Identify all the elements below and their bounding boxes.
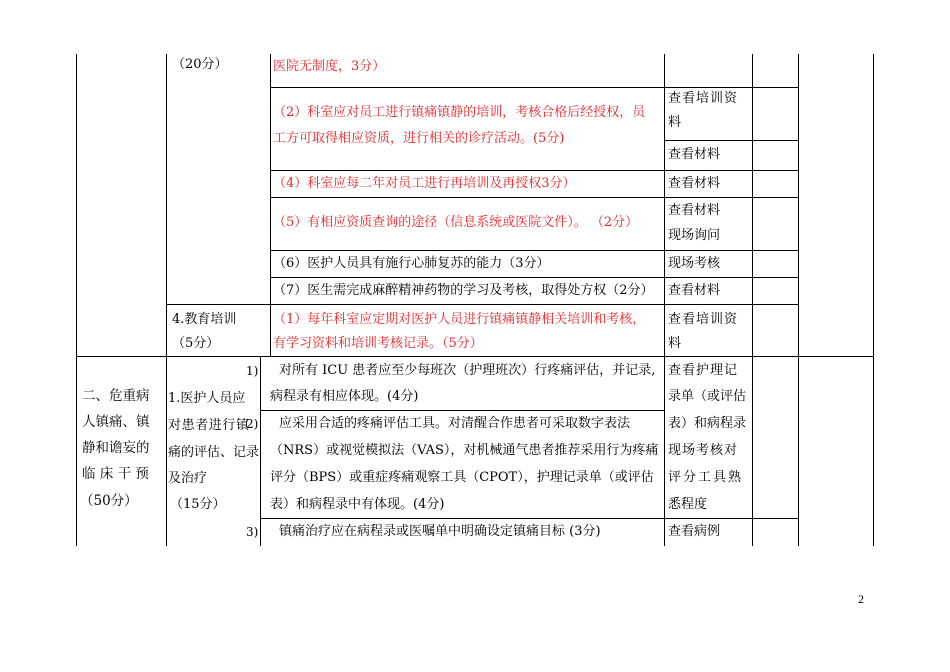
item-score: （5分） (172, 336, 220, 351)
col-rule (798, 54, 799, 546)
section-title: 人镇痛、镇 (82, 414, 150, 430)
check-method: 查看培训资 (668, 312, 739, 327)
item-title: 及治疗 (168, 471, 208, 486)
criterion-text: （6）医护人员具有施行心肺复苏的能力（3分） (273, 256, 550, 271)
check-method: 表）和病程录 (668, 416, 747, 431)
row-rule (664, 140, 798, 141)
col-rule (76, 54, 77, 546)
col-rule (873, 54, 874, 546)
criterion-text: 评分（BPS）或重症疼痛观察工具（CPOT），护理记录单（或评估 (270, 470, 654, 485)
check-method: 悉程度 (668, 497, 708, 512)
criterion-marker: 3) (246, 525, 259, 539)
criterion-text: 有学习资料和培训考核记录。（5分） (273, 336, 483, 351)
item-score: （15分） (170, 497, 226, 512)
check-method: 查看材料 (668, 176, 721, 191)
section-rule (76, 356, 873, 357)
col-rule (664, 54, 665, 546)
criterion-text: 表）和病程录中有体现。(4分) (270, 497, 445, 512)
item-title: 痛的评估、记录 (168, 445, 260, 460)
criterion-text: （1）每年科室应定期对医护人员进行镇痛镇静相关培训和考核， (273, 312, 646, 327)
criterion-text: （2）科室应对员工进行镇痛镇静的培训，考核合格后经授权，员 (273, 105, 646, 120)
check-method: 录单（或评估 (668, 389, 747, 404)
criterion-text: 对所有 ICU 患者应至少每班次（护理班次）行疼痛评估，并记录, (279, 363, 656, 378)
item-title: 1.医护人员应 (168, 391, 246, 406)
item-title: 对患者进行镇 (168, 418, 250, 433)
check-method: 查看材料 (668, 203, 721, 218)
col-rule (270, 54, 271, 356)
check-method: 查看病例 (668, 524, 721, 539)
check-method: 现场考核对 (668, 443, 739, 458)
col-rule (260, 356, 261, 546)
page-number: 2 (858, 592, 864, 606)
criterion-text: （7）医生需完成麻醉精神药物的学习及考核，取得处方权（2分） (273, 283, 654, 298)
row-rule (270, 250, 798, 251)
check-method: 现场询问 (668, 228, 721, 243)
row-rule (270, 170, 798, 171)
row-rule (260, 518, 798, 519)
check-method: 现场考核 (668, 256, 721, 271)
criterion-marker: 1) (246, 364, 259, 378)
row-rule (270, 277, 798, 278)
criterion-text: 工方可取得相应资质，进行相关的诊疗活动。(5分) (273, 131, 565, 146)
criterion-text: 病程录有相应体现。(4分) (270, 389, 419, 404)
criterion-text: 应采用合适的疼痛评估工具。对清醒合作患者可采取数字表法 (279, 416, 631, 431)
check-method: 查看材料 (668, 147, 721, 162)
section-title: 二、危重病 (82, 388, 150, 404)
row-rule (260, 410, 664, 411)
check-method: 查看培训资 (668, 91, 739, 106)
item-title: 4.教育培训 (172, 312, 237, 327)
section-title: 静和谵妄的 (82, 440, 150, 456)
check-method: 查看护理记 (668, 363, 739, 378)
criterion-text: （5）有相应资质查询的途径（信息系统或医院文件）。 （2分） (273, 215, 639, 230)
criterion-text: 医院无制度，3分） (273, 59, 386, 74)
check-method: 查看材料 (668, 283, 721, 298)
check-method: 评分工具熟 (668, 470, 744, 485)
row-rule (270, 87, 798, 88)
criterion-text: 镇痛治疗应在病程录或医嘱单中明确设定镇痛目标 (3分) (279, 524, 601, 539)
criterion-text: （4）科室应每二年对员工进行再培训及再授权3分） (273, 176, 576, 191)
check-method: 料 (668, 336, 682, 351)
criterion-marker: 2) (246, 417, 259, 431)
col-rule (166, 54, 167, 546)
section-title: 临 床 干 预 (82, 466, 149, 482)
col-rule (752, 54, 753, 546)
row-rule (270, 197, 798, 198)
row-rule (166, 304, 798, 305)
check-method: 料 (668, 115, 682, 130)
section-title: （50分） (80, 493, 138, 509)
item-score: （20分） (172, 57, 228, 72)
criterion-text: （NRS）或视觉模拟法（VAS），对机械通气患者推荐采用行为疼痛 (270, 443, 659, 458)
